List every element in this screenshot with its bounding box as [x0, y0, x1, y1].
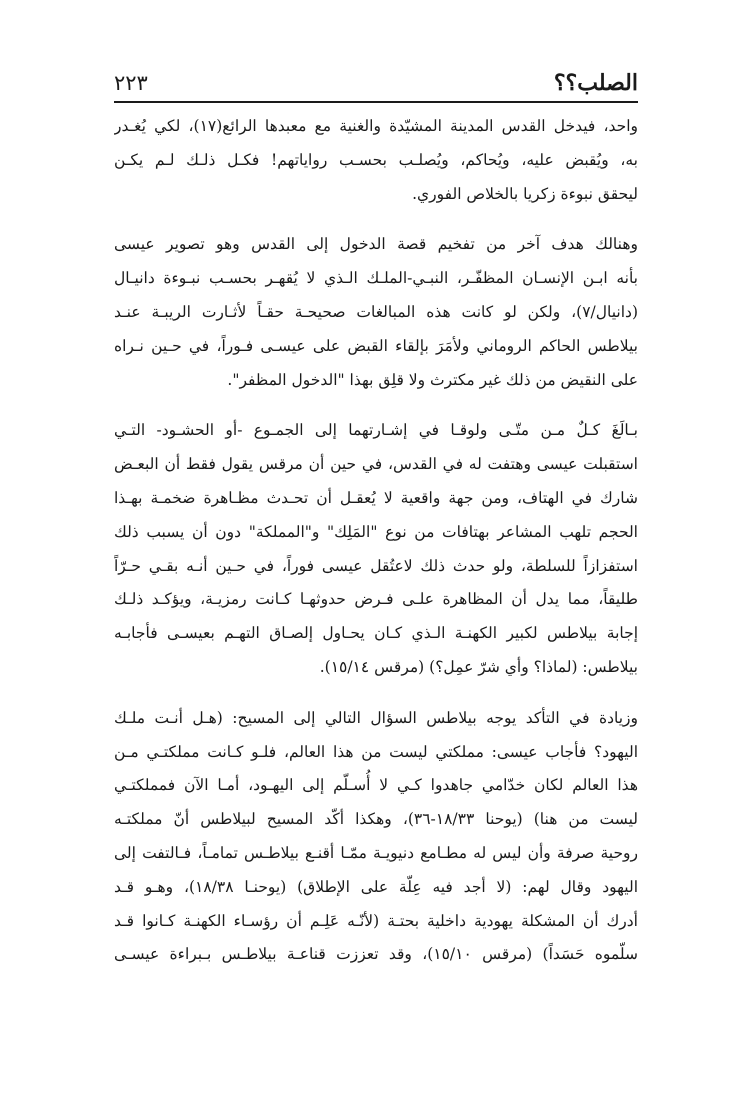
text-line: روحية صرفة وأن ليس له مطـامع دنيويـة ممّـا أقنـع بيلاطـس تمامـاً، فـالتفت إلى [114, 843, 638, 862]
text-line: اليهود وقال لهم: (لا أجد فيه عِلّة على الإطلاق) (يوحنـا ١٨/٣٨)، وهـو قـد [114, 877, 638, 896]
text-line: على النقيض من ذلك غير مكترث ولا قلِق بهذا "الدخول المظفر". [227, 370, 638, 389]
text-line: ليحقق نبوءة زكريا بالخلاص الفوري. [412, 184, 638, 203]
text-line: أدرك أن المشكلة يهودية داخلية بحتـة (لأنّـه عَلِـم أن رؤسـاء الكهنـة كـانوا قـد [114, 911, 638, 930]
text-line: شارك في الهتاف، ومن جهة واقعية لا يُعقـل أن تحـدث مظـاهرة ضخمـة بهـذا [114, 488, 638, 507]
text-line: بأنه ابـن الإنسـان المظفّـر، النبـي-الملـك الـذي لا يُقهـر بحسـب نبـوءة دانيـال [114, 269, 638, 288]
header-divider [114, 101, 638, 103]
text-line: وزيادة في التأكد يوجه بيلاطس السؤال التالي إلى المسيح: (هـل أنـت ملـك [114, 708, 638, 727]
text-line: الحجم تلهب المشاعر بهتافات من نوع "المَلِك" و"المملكة" دون أن يسبب ذلك [114, 522, 638, 541]
text-line: (دانيال/٧)، ولكن لو كانت هذه المبالغات صحيحـة حقـاً لأثـارت الريبـة عنـد [114, 302, 638, 321]
text-line: سلّموه حَسَداً) (مرقس ١٥/١٠)، وقد تعززت قناعـة بيلاطـس بـبراءة عيسـى [114, 945, 638, 964]
page-header [114, 66, 638, 100]
text-line: بـالَغَ كـلٌ مـن متّـى ولوقـا في إشـارتهما إلى الجمـوع -أو الحشـود- التـي [114, 421, 638, 440]
text-line: اليهود؟ فأجاب عيسى: مملكتي ليست من هذا العالم، فلـو كـانت مملكتـي مـن [114, 742, 638, 761]
text-line: ليست من هنا) (يوحنا ١٨/٣٣-٣٦)، وهكذا أكّد المسيح لبيلاطس أنّ مملكتـه [114, 810, 638, 829]
text-line: هذا العالم لكان خدّامي جاهدوا كـي لا أُسـلّم إلى اليهـود، أمـا الآن فمملكتـي [114, 776, 638, 795]
text-line: إجابة بيلاطس لكبير الكهنـة الـذي كـان يحـاول إلصـاق التهـم بعيسـى فأجابـه [114, 624, 638, 643]
text-line: استقبلت عيسى وهتفت له في القدس، في حين أن مرقس يقول فقط أن البعـض [114, 455, 638, 474]
paragraph-4 [114, 702, 638, 972]
text-line: وهنالك هدف آخر من تفخيم قصة الدخول إلى القدس وهو تصوير عيسى [114, 235, 638, 254]
text-line: بيلاطس: (لماذا؟ وأي شرّ عمِل؟) (مرقس ١٥/١٤). [319, 657, 638, 676]
running-title: الصلب؟؟ [553, 70, 638, 96]
text-line: بيلاطس الحاكم الروماني ولأمَرَ بإلقاء القبض على عيسـى فـوراً، في حـين نـراه [114, 336, 638, 355]
page-number: ٢٢٣ [114, 71, 148, 95]
text-line: استفزازاً للسلطة، ولو حدث ذلك لاعتُقل عيسى فوراً، في حـين أنـه بقـي حـرّاً [114, 556, 638, 575]
paragraph-1 [114, 110, 638, 211]
text-line: طليقاً، مما يدل أن المظاهرة علـى فـرض حدوثهـا كـانت رمزيـة، ويؤكـد ذلـك [114, 590, 638, 609]
paragraph-3 [114, 414, 638, 684]
text-line: به، ويُقبض عليه، ويُحاكم، ويُصلـب بحسـب رواياتهم! فكـل ذلـك لـم يكـن [114, 150, 638, 169]
text-line: واحد، فيدخل القدس المدينة المشيّدة والغنية مع معبدها الرائع(١٧)، لكي يُغـدر [114, 117, 638, 135]
body-text [114, 110, 638, 972]
paragraph-2 [114, 228, 638, 397]
